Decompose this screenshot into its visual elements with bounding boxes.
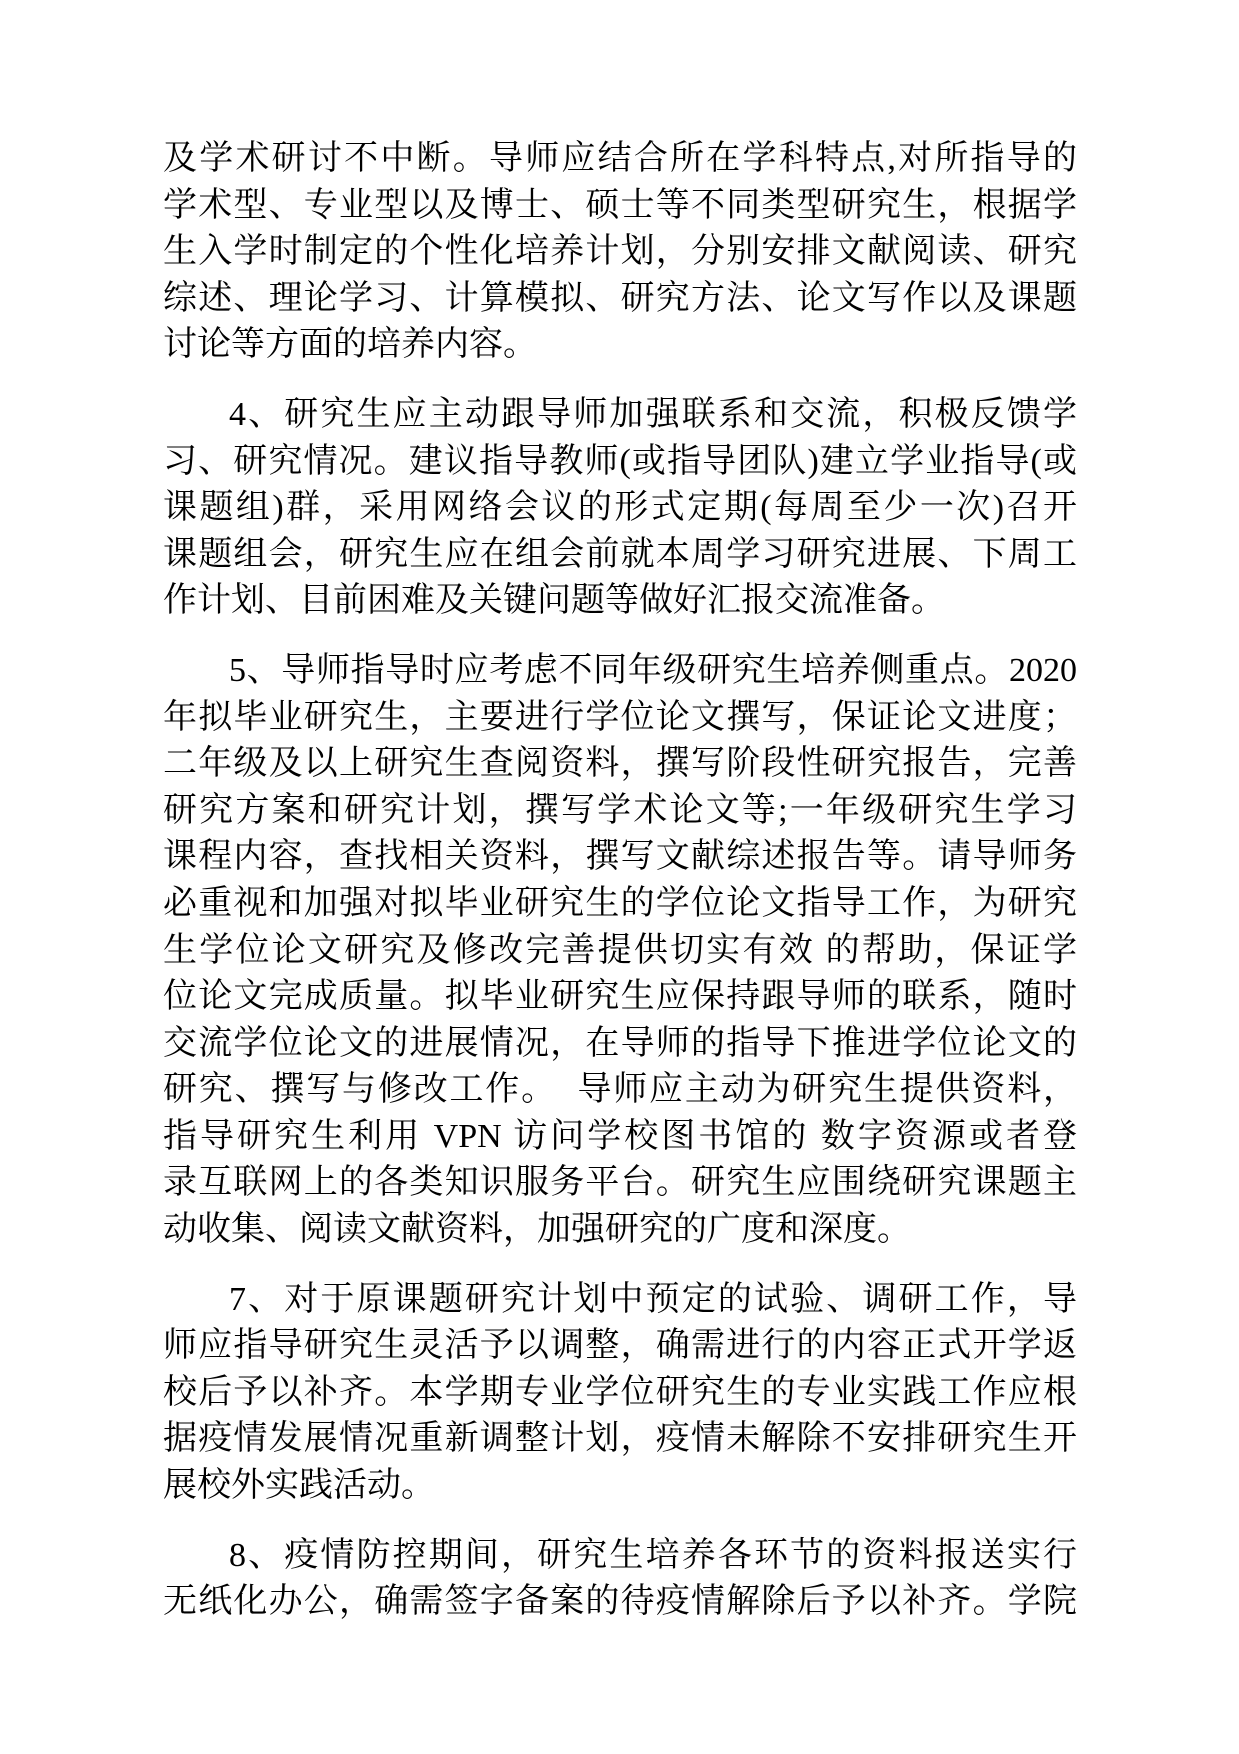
text-line: 无纸化办公，确需签字备案的待疫情解除后予以补齐。学院 — [163, 1583, 1077, 1621]
text-line: 课程内容，查找相关资料，撰写文献综述报告等。请导师务 — [163, 838, 1077, 876]
paragraph-item-7 — [163, 1277, 1077, 1510]
text-line: 年拟毕业研究生，主要进行学位论文撰写，保证论文进度； — [163, 698, 1077, 736]
text-line: 展校外实践活动。 — [163, 1467, 435, 1505]
text-line: 动收集、阅读文献资料，加强研究的广度和深度。 — [163, 1211, 911, 1249]
text-line: 录互联网上的各类知识服务平台。研究生应围绕研究课题主 — [163, 1164, 1077, 1202]
text-line: 指导研究生利用 VPN 访问学校图书馆的 数字资源或者登 — [163, 1117, 1077, 1155]
text-line: 课题组会，研究生应在组会前就本周学习研究进展、下周工 — [163, 535, 1077, 573]
text-line: 习、研究情况。建议指导教师(或指导团队)建立学业指导(或 — [163, 442, 1077, 480]
text-line: 据疫情发展情况重新调整计划，疫情未解除不安排研究生开 — [163, 1420, 1077, 1458]
text-line: 师应指导研究生灵活予以调整，确需进行的内容正式开学返 — [163, 1327, 1077, 1365]
text-line: 8、疫情防控期间，研究生培养各环节的资料报送实行 — [229, 1536, 1077, 1574]
text-block — [163, 136, 1077, 1649]
text-line: 及学术研讨不中断。导师应结合所在学科特点,对所指导的 — [163, 140, 1077, 177]
text-line: 生入学时制定的个性化培养计划，分别安排文献阅读、研究 — [163, 233, 1077, 271]
text-line: 课题组)群，采用网络会议的形式定期(每周至少一次)召开 — [163, 489, 1077, 527]
text-line: 交流学位论文的进展情况，在导师的指导下推进学位论文的 — [163, 1024, 1077, 1062]
text-line: 综述、理论学习、计算模拟、研究方法、论文写作以及课题 — [163, 279, 1077, 317]
text-line: 7、对于原课题研究计划中预定的试验、调研工作，导 — [229, 1280, 1077, 1318]
text-line: 讨论等方面的培养内容。 — [163, 326, 537, 364]
paragraph-continuation — [163, 136, 1077, 369]
text-line: 4、研究生应主动跟导师加强联系和交流，积极反馈学 — [229, 395, 1077, 433]
text-line: 作计划、目前困难及关键问题等做好汇报交流准备。 — [163, 582, 945, 620]
text-line: 必重视和加强对拟毕业研究生的学位论文指导工作，为研究 — [163, 884, 1077, 922]
text-line: 二年级及以上研究生查阅资料，撰写阶段性研究报告，完善 — [163, 745, 1077, 783]
paragraph-item-8 — [163, 1533, 1077, 1626]
text-line: 位论文完成质量。拟毕业研究生应保持跟导师的联系，随时 — [163, 978, 1077, 1016]
paragraph-item-4 — [163, 392, 1077, 625]
paragraph-item-5 — [163, 648, 1077, 1254]
text-line: 研究方案和研究计划，撰写学术论文等;一年级研究生学习 — [163, 791, 1077, 829]
text-line: 校后予以补齐。本学期专业学位研究生的专业实践工作应根 — [163, 1373, 1077, 1411]
text-line: 研究、撰写与修改工作。 导师应主动为研究生提供资料， — [163, 1071, 1077, 1109]
text-line: 学术型、专业型以及博士、硕士等不同类型研究生，根据学 — [163, 186, 1077, 224]
text-line: 生学位论文研究及修改完善提供切实有效 的帮助，保证学 — [163, 931, 1077, 969]
text-line: 5、导师指导时应考虑不同年级研究生培养侧重点。2020 — [229, 651, 1077, 689]
